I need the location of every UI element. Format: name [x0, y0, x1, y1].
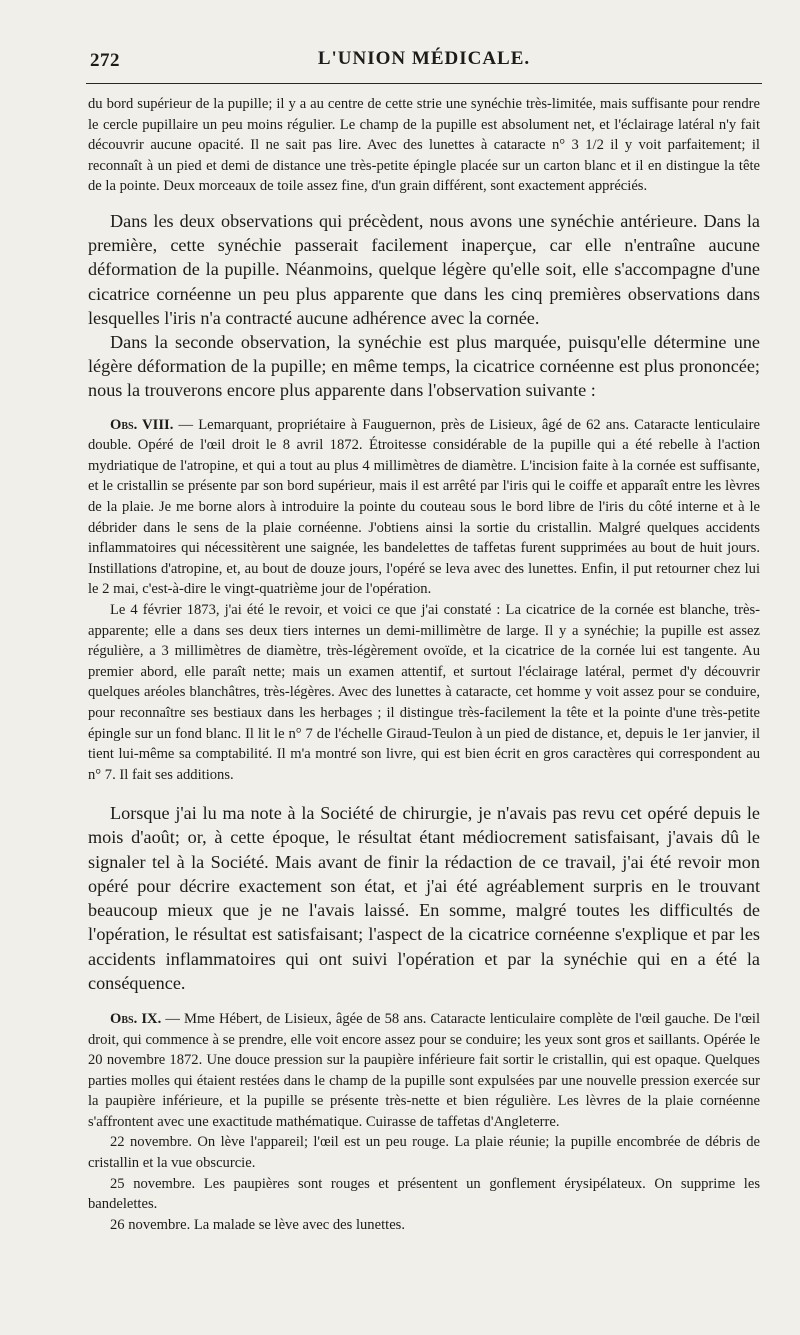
- observation-ix: [88, 1009, 760, 1133]
- observation-label: Obs. IX.: [110, 1010, 162, 1027]
- observation-label: Obs. VIII.: [110, 416, 174, 433]
- journal-title: L'UNION MÉDICALE.: [317, 48, 531, 69]
- paragraph-continuation: du bord supérieur de la pupille; il y a au centre de cette strie une synéchie très-limitée, mais suffisante pour rendre le cercle pupillaire un peu moins régulier. Le champ de la pupille est absolument net, et l'éclairage latéral n'y fait découvrir aucune opacité. Il ne sait pas lire. Avec des lunettes à cataracte n° 3 1/2 il y voit parfaitement; il reconnaît à un pied et demi de distance une très-petite épingle placée sur un carton blanc et il en distingue la tête de la pointe. Deux morceaux de toile assez fine, d'un grain différent, sont exactement appréciés.: [88, 96, 760, 195]
- paragraph-seconde-observation: Dans la seconde observation, la synéchie est plus marquée, puisqu'elle détermine une légère déformation de la pupille; en même temps, la cicatrice cornéenne est plus prononcée; nous la trouverons encore plus apparente dans l'observation suivante :: [88, 331, 760, 401]
- paragraph-revisit: Le 4 février 1873, j'ai été le revoir, et voici ce que j'ai constaté : La cicatrice de la cornée est blanche, très-apparente; elle a dans ses deux tiers internes un demi-millimètre de large. Il y a synéchie; la pupille est assez régulière, a 3 millimètres de diamètre, très-légèrement ovoïde, et la cicatrice de la cornée lui est tangente. Au premier abord, elle paraît nette; mais un examen attentif, et surtout l'éclairage latéral, permet d'y découvrir quelques aréoles blanchâtres, très-légères. Avec des lunettes à cataracte, cet homme y voit assez pour se conduire, pour reconnaître ses bestiaux dans les herbages ; il distingue très-facilement la tête et la pointe d'une très-petite épingle sur un fond blanc. Il lit le n° 7 de l'échelle Giraud-Teulon à un pied de distance, et, depuis le 1er janvier, il tient lui-même sa comptabilité. Il m'a montré son livre, qui est bien écrit en gros caractères qui correspondent au n° 7. Il fait ses additions.: [88, 601, 760, 783]
- paragraph-societe-chirurgie: Lorsque j'ai lu ma note à la Société de chirurgie, je n'avais pas revu cet opéré depuis le mois d'août; or, à cette époque, le résultat étant médiocrement satisfaisant, j'avais dû le signaler tel à la Société. Mais avant de finir la rédaction de ce travail, j'ai été revoir mon opéré pour décrire exactement son état, et j'ai été agréablement surpris en le trouvant beaucoup mieux que je ne l'avais laissé. En somme, malgré toutes les difficultés de l'opération, le résultat est satisfaisant; l'aspect de la cicatrice cornéenne s'explique et par les accidents inflammatoires qui ont suivi l'opération et par la synéchie qui en a été la conséquence.: [88, 803, 760, 993]
- paragraph-synechie: Dans les deux observations qui précèdent, nous avons une synéchie antérieure. Dans la première, cette synéchie passerait facilement inaperçue, car elle n'entraîne aucune déformation de la pupille. Néanmoins, quelque légère qu'elle soit, elle s'accompagne d'une cicatrice cornéenne un peu plus apparente que dans les cinq premières observations dans lesquelles l'iris n'a contracté aucune adhérence avec la cornée.: [88, 210, 760, 328]
- observation-text: — Mme Hébert, de Lisieux, âgée de 58 ans. Cataracte lenticulaire complète de l'œil gauche. De l'œil droit, qui commence à se prendre, elle voit encore assez pour se conduire; les yeux sont gros et saillants. Opérée le 20 novembre 1872. Une douce pression sur la paupière inférieure fait sortir le cristallin, qui est opaque. Quelques parties molles qui étaient restées dans le champ de la pupille sont expulsées par une nouvelle pression exercée sur la paupière inférieure, et la pupille se présente très-nette et bien régulière. Les lèvres de la plaie cornéenne s'affrontent avec une exactitude mathématique. Cuirasse de taffetas d'Angleterre.: [88, 1010, 760, 1130]
- paragraph-26-novembre: 26 novembre. La malade se lève avec des lunettes.: [110, 1216, 405, 1233]
- page-body: [88, 94, 760, 1235]
- paragraph-25-novembre: 25 novembre. Les paupières sont rouges et présentent un gonflement érysipélateux. On supprime les bandelettes.: [88, 1175, 760, 1213]
- observation-text: — Lemarquant, propriétaire à Fauguernon, près de Lisieux, âgé de 62 ans. Cataracte lenticulaire double. Opéré de l'œil droit le 8 avril 1872. Étroitesse considérable de la pupille qui a été rebelle à l'action mydriatique de l'atropine, et qui a tout au plus 4 millimètres de diamètre. L'incision faite à la cornée est suffisante, et le cristallin se présente par son bord supérieur, mais il est arrêté par l'iris qui le coiffe et apparaît entre les lèvres de la plaie. Je me borne alors à introduire la pointe du couteau sous le bord libre de l'iris du côté interne et à le débrider dans le sens de la plaie cornéenne. J'obtiens ainsi la sortie du cristallin. Malgré quelques accidents inflammatoires qui nécessitèrent une saignée, les bandelettes de taffetas furent supprimées au bout de huit jours. Instillations d'atropine, et, au bout de douze jours, l'opéré se leva avec des lunettes. Enfin, il put retourner chez lui le 2 mai, c'est-à-dire le vingt-quatrième jour de l'opération.: [88, 416, 760, 598]
- running-header: [86, 48, 762, 76]
- header-rule: [86, 83, 762, 84]
- paragraph-22-novembre: 22 novembre. On lève l'appareil; l'œil est un peu rouge. La plaie réunie; la pupille encombrée de débris de cristallin et la vue obscurcie.: [88, 1134, 760, 1172]
- observation-viii: [88, 415, 760, 600]
- page-number: 272: [90, 50, 120, 71]
